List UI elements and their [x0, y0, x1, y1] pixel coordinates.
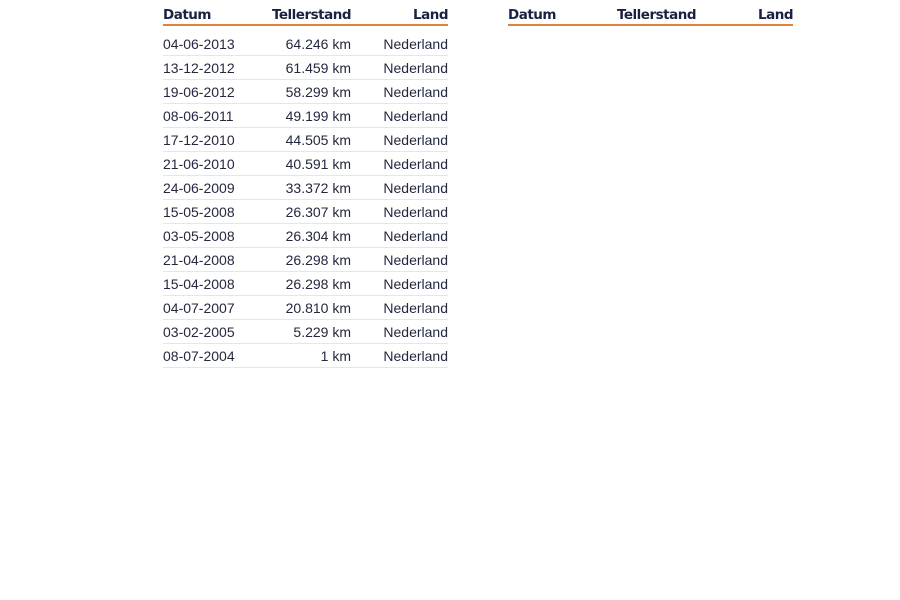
cell-country: Nederland	[351, 128, 448, 152]
cell-country: Nederland	[351, 296, 448, 320]
cell-odometer: 26.298 km	[258, 272, 351, 296]
odometer-table-right	[508, 6, 793, 26]
header-date: Datum	[508, 6, 603, 25]
cell-country: Nederland	[351, 152, 448, 176]
cell-date: 08-06-2011	[163, 104, 258, 128]
header-date: Datum	[163, 6, 258, 25]
header-country: Land	[696, 6, 793, 25]
cell-country: Nederland	[351, 80, 448, 104]
cell-country: Nederland	[351, 320, 448, 344]
cell-date: 24-06-2009	[163, 176, 258, 200]
table-row	[163, 344, 448, 368]
cell-country: Nederland	[351, 104, 448, 128]
odometer-table-left	[163, 6, 448, 368]
cell-odometer: 1 km	[258, 344, 351, 368]
cell-odometer: 64.246 km	[258, 32, 351, 56]
cell-odometer: 40.591 km	[258, 152, 351, 176]
table-spacer	[163, 25, 448, 32]
table-row	[163, 104, 448, 128]
cell-date: 03-02-2005	[163, 320, 258, 344]
cell-date: 08-07-2004	[163, 344, 258, 368]
cell-odometer: 26.307 km	[258, 200, 351, 224]
cell-date: 04-06-2013	[163, 32, 258, 56]
cell-date: 17-12-2010	[163, 128, 258, 152]
odometer-table-body	[163, 25, 448, 368]
cell-odometer: 26.298 km	[258, 248, 351, 272]
cell-odometer: 20.810 km	[258, 296, 351, 320]
table-row	[163, 176, 448, 200]
header-odometer: Tellerstand	[258, 6, 351, 25]
cell-date: 21-04-2008	[163, 248, 258, 272]
cell-odometer: 49.199 km	[258, 104, 351, 128]
cell-odometer: 33.372 km	[258, 176, 351, 200]
cell-country: Nederland	[351, 224, 448, 248]
table-row	[163, 248, 448, 272]
table-row	[163, 296, 448, 320]
cell-odometer: 26.304 km	[258, 224, 351, 248]
cell-date: 13-12-2012	[163, 56, 258, 80]
table-header-row	[508, 6, 793, 25]
table-row	[163, 32, 448, 56]
cell-date: 21-06-2010	[163, 152, 258, 176]
cell-country: Nederland	[351, 56, 448, 80]
table-header-row	[163, 6, 448, 25]
cell-date: 19-06-2012	[163, 80, 258, 104]
cell-date: 15-05-2008	[163, 200, 258, 224]
cell-country: Nederland	[351, 344, 448, 368]
cell-odometer: 61.459 km	[258, 56, 351, 80]
cell-country: Nederland	[351, 248, 448, 272]
cell-date: 04-07-2007	[163, 296, 258, 320]
cell-date: 03-05-2008	[163, 224, 258, 248]
table-row	[163, 320, 448, 344]
table-row	[163, 128, 448, 152]
cell-odometer: 5.229 km	[258, 320, 351, 344]
cell-date: 15-04-2008	[163, 272, 258, 296]
table-row	[163, 152, 448, 176]
cell-odometer: 44.505 km	[258, 128, 351, 152]
table-row	[163, 200, 448, 224]
header-country: Land	[351, 6, 448, 25]
table-row	[163, 224, 448, 248]
table-row	[163, 272, 448, 296]
cell-country: Nederland	[351, 200, 448, 224]
cell-odometer: 58.299 km	[258, 80, 351, 104]
cell-country: Nederland	[351, 272, 448, 296]
header-odometer: Tellerstand	[603, 6, 696, 25]
table-row	[163, 80, 448, 104]
cell-country: Nederland	[351, 176, 448, 200]
cell-country: Nederland	[351, 32, 448, 56]
table-row	[163, 56, 448, 80]
